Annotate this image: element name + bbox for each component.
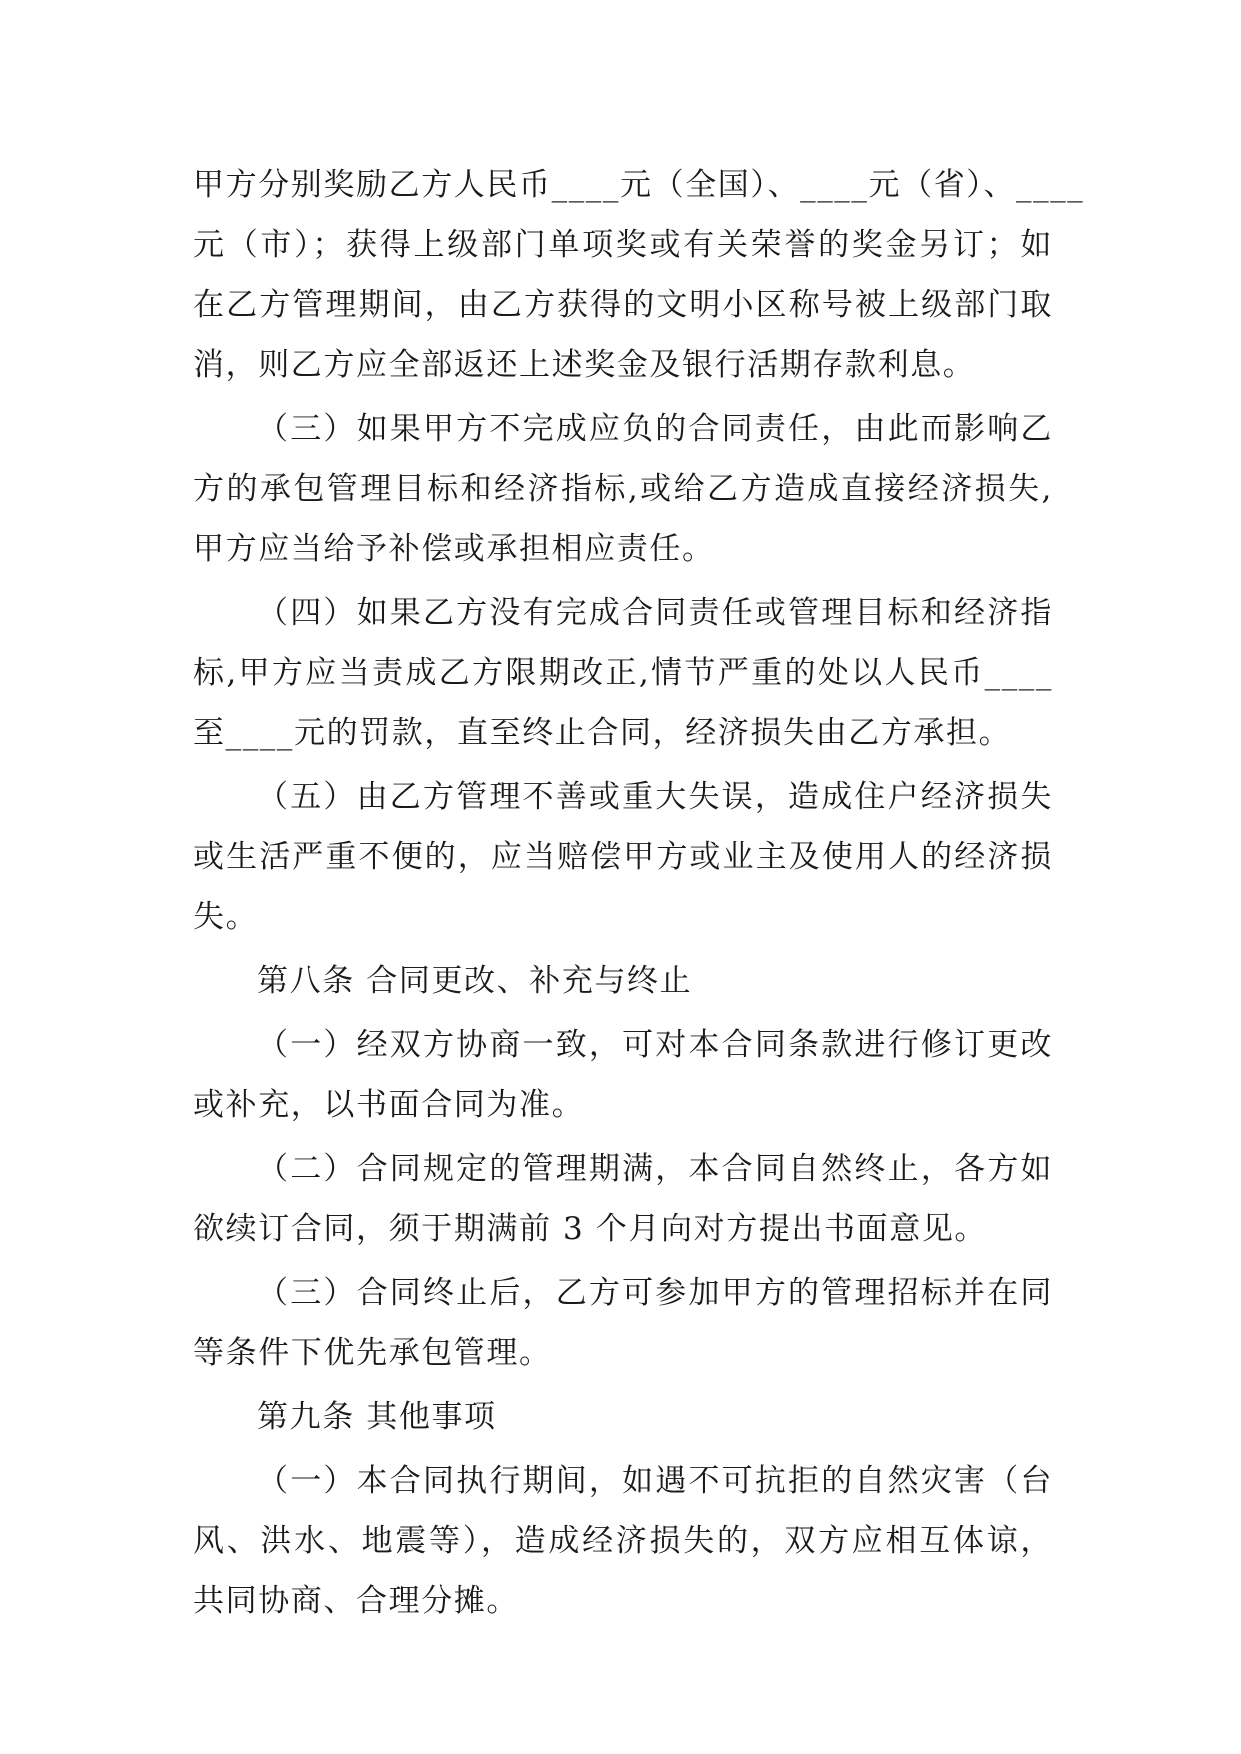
text-line: （三）合同终止后，乙方可参加甲方的管理招标并在同 [257, 1275, 1053, 1311]
text-line: 或生活严重不便的，应当赔偿甲方或业主及使用人的经济损 [193, 839, 1053, 875]
text-line: 在乙方管理期间，由乙方获得的文明小区称号被上级部门取 [193, 287, 1053, 323]
text-line: （一）本合同执行期间，如遇不可抗拒的自然灾害（台 [257, 1463, 1053, 1499]
text-line: 甲方分别奖励乙方人民币____元（全国）、____元（省）、____ [193, 167, 1085, 203]
text-line: （三）如果甲方不完成应负的合同责任，由此而影响乙 [257, 411, 1053, 447]
text-line: 消，则乙方应全部返还上述奖金及银行活期存款利息。 [193, 347, 976, 383]
text-line: 或补充，以书面合同为准。 [193, 1087, 585, 1123]
text-line: 至____元的罚款，直至终止合同，经济损失由乙方承担。 [193, 715, 1012, 751]
text-line: 元（市）；获得上级部门单项奖或有关荣誉的奖金另订；如 [193, 227, 1053, 263]
text-line: 甲方应当给予补偿或承担相应责任。 [193, 531, 715, 567]
section-heading: 第八条 合同更改、补充与终止 [257, 963, 693, 999]
text-line: 标,甲方应当责成乙方限期改正,情节严重的处以人民币____ [193, 655, 1053, 691]
text-line: 方的承包管理目标和经济指标,或给乙方造成直接经济损失, [193, 471, 1053, 507]
text-line: （五）由乙方管理不善或重大失误，造成住户经济损失 [257, 779, 1053, 815]
text-line: 欲续订合同，须于期满前 3 个月向对方提出书面意见。 [193, 1211, 988, 1247]
text-line: 失。 [193, 899, 259, 935]
text-line: （一）经双方协商一致，可对本合同条款进行修订更改 [257, 1027, 1053, 1063]
text-line: （四）如果乙方没有完成合同责任或管理目标和经济指 [257, 595, 1053, 631]
text-line: （二）合同规定的管理期满，本合同自然终止，各方如 [257, 1151, 1053, 1187]
text-line: 共同协商、合理分摊。 [193, 1583, 519, 1619]
text-line: 等条件下优先承包管理。 [193, 1335, 552, 1371]
document-body [193, 155, 1085, 1631]
section-heading: 第九条 其他事项 [257, 1399, 497, 1435]
text-line: 风、洪水、地震等），造成经济损失的，双方应相互体谅， [193, 1523, 1053, 1559]
